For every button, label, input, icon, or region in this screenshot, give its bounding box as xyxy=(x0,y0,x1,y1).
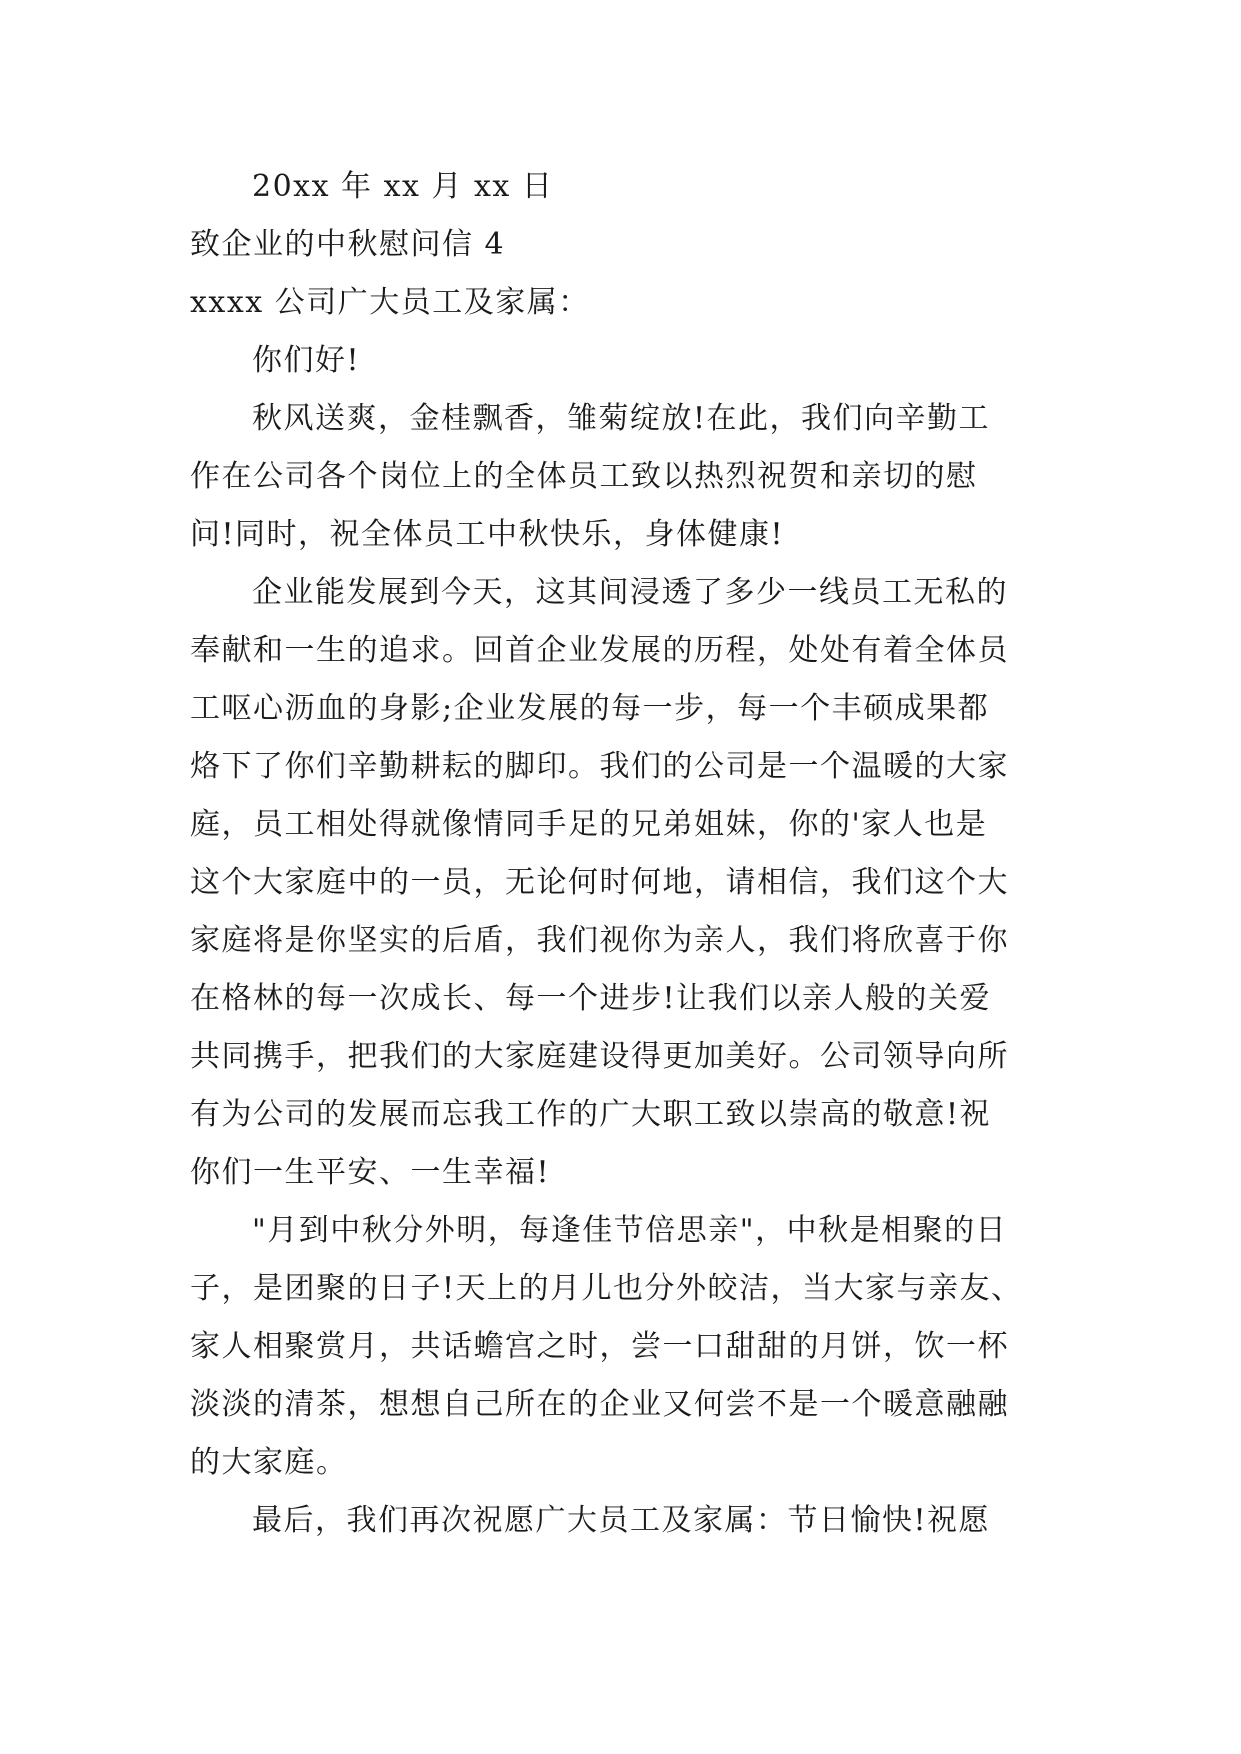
paragraph-2-line: 烙下了你们辛勤耕耘的脚印。我们的公司是一个温暖的大家 xyxy=(190,749,1009,784)
letter-body xyxy=(190,158,1055,1550)
paragraph-2 xyxy=(190,564,1055,1202)
paragraph-1-line: 秋风送爽，金桂飘香，雏菊绽放!在此，我们向辛勤工 xyxy=(252,401,991,436)
paragraph-2-line: 在格林的每一次成长、每一个进步!让我们以亲人般的关爱 xyxy=(190,981,992,1016)
paragraph-3 xyxy=(190,1202,1055,1492)
paragraph-1 xyxy=(190,390,1055,564)
date-line: 20xx 年 xx 月 xx 日 xyxy=(252,169,554,204)
salutation: xxxx 公司广大员工及家属： xyxy=(190,285,590,320)
letter-title: 致企业的中秋慰问信 4 xyxy=(190,227,506,262)
paragraph-3-line: 淡淡的清茶，想想自己所在的企业又何尝不是一个暖意融融 xyxy=(190,1387,1009,1422)
paragraph-1-line: 作在公司各个岗位上的全体员工致以热烈祝贺和亲切的慰 xyxy=(190,459,978,494)
paragraph-2-line: 庭，员工相处得就像情同手足的兄弟姐妹，你的'家人也是 xyxy=(190,807,988,842)
greeting: 你们好! xyxy=(252,343,361,378)
paragraph-2-line: 有为公司的发展而忘我工作的广大职工致以崇高的敬意!祝 xyxy=(190,1097,992,1132)
paragraph-4-line: 最后，我们再次祝愿广大员工及家属：节日愉快!祝愿 xyxy=(252,1503,991,1538)
paragraph-2-line: 奉献和一生的追求。回首企业发展的历程，处处有着全体员 xyxy=(190,633,1009,668)
paragraph-1-line: 问!同时，祝全体员工中秋快乐，身体健康! xyxy=(190,517,785,552)
paragraph-3-line: 家人相聚赏月，共话蟾宫之时，尝一口甜甜的月饼，饮一杯 xyxy=(190,1329,1009,1364)
paragraph-4 xyxy=(190,1492,1055,1550)
paragraph-3-line: 子，是团聚的日子!天上的月儿也分外皎洁，当大家与亲友、 xyxy=(190,1271,1023,1306)
paragraph-2-line: 共同携手，把我们的大家庭建设得更加美好。公司领导向所 xyxy=(190,1039,1009,1074)
paragraph-2-line: 家庭将是你坚实的后盾，我们视你为亲人，我们将欣喜于你 xyxy=(190,923,1009,958)
paragraph-2-line: 你们一生平安、一生幸福! xyxy=(190,1155,551,1190)
paragraph-2-line: 企业能发展到今天，这其间浸透了多少一线员工无私的 xyxy=(252,575,1008,610)
paragraph-3-line: "月到中秋分外明，每逢佳节倍思亲"，中秋是相聚的日 xyxy=(252,1213,1008,1248)
paragraph-2-line: 这个大家庭中的一员，无论何时何地，请相信，我们这个大 xyxy=(190,865,1009,900)
paragraph-3-line: 的大家庭。 xyxy=(190,1445,348,1480)
paragraph-2-line: 工呕心沥血的身影;企业发展的每一步，每一个丰硕成果都 xyxy=(190,691,990,726)
